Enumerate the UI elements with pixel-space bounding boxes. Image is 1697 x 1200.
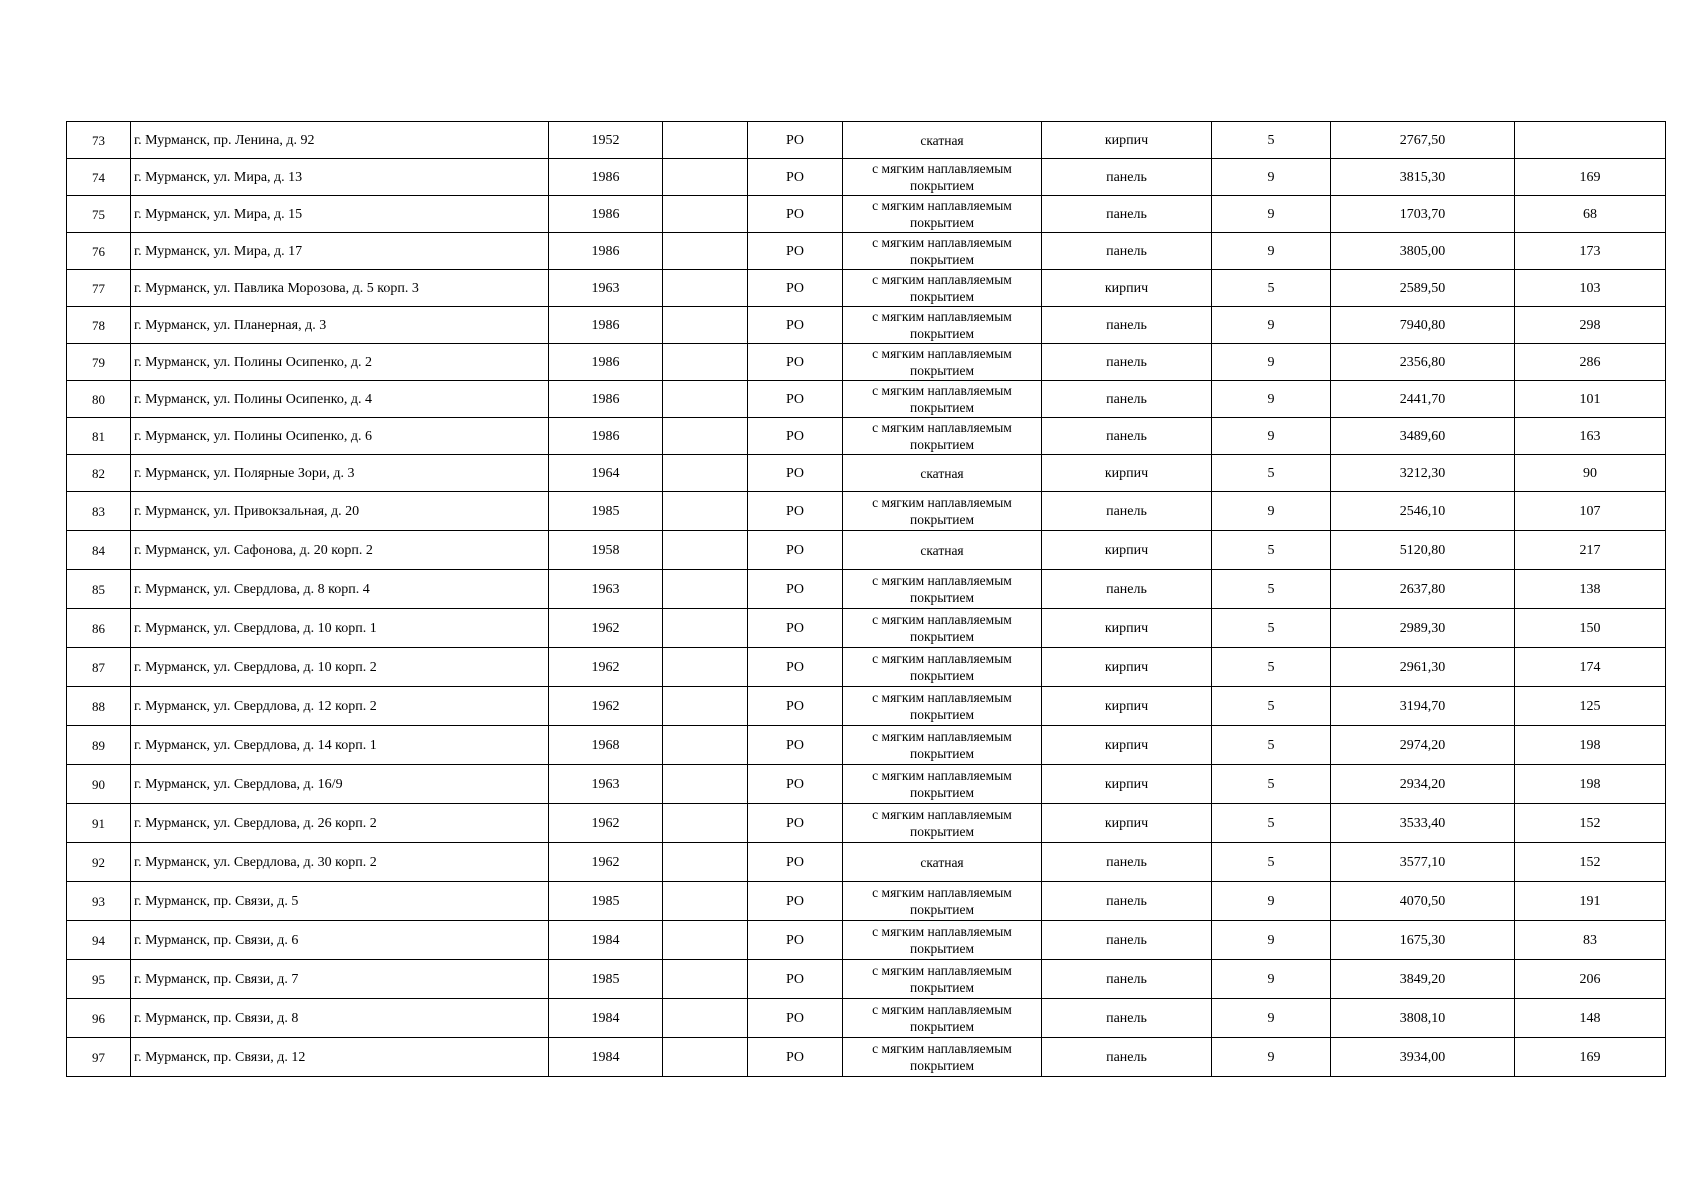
floors-cell: 5	[1212, 765, 1331, 804]
roof-type-cell: скатная	[843, 122, 1042, 159]
table-row	[67, 843, 1666, 882]
area-cell: 3194,70	[1331, 687, 1515, 726]
empty-cell	[663, 765, 748, 804]
row-number: 95	[67, 960, 131, 999]
wall-material-cell: кирпич	[1042, 609, 1212, 648]
residents-cell: 152	[1515, 804, 1666, 843]
empty-cell	[663, 1038, 748, 1077]
empty-cell	[663, 804, 748, 843]
table-row	[67, 531, 1666, 570]
address-cell: г. Мурманск, ул. Привокзальная, д. 20	[131, 492, 549, 531]
floors-cell: 9	[1212, 921, 1331, 960]
year-cell: 1984	[549, 999, 663, 1038]
table-row	[67, 455, 1666, 492]
year-cell: 1985	[549, 882, 663, 921]
floors-cell: 5	[1212, 726, 1331, 765]
year-cell: 1986	[549, 307, 663, 344]
wall-material-cell: панель	[1042, 381, 1212, 418]
floors-cell: 9	[1212, 882, 1331, 921]
residents-cell: 191	[1515, 882, 1666, 921]
floors-cell: 9	[1212, 307, 1331, 344]
empty-cell	[663, 648, 748, 687]
year-cell: 1962	[549, 843, 663, 882]
empty-cell	[663, 159, 748, 196]
roof-type-cell: с мягким наплавляемым покрытием	[843, 999, 1042, 1038]
empty-cell	[663, 531, 748, 570]
floors-cell: 5	[1212, 804, 1331, 843]
floors-cell: 9	[1212, 233, 1331, 270]
table-row	[67, 726, 1666, 765]
residents-cell: 152	[1515, 843, 1666, 882]
address-cell: г. Мурманск, ул. Свердлова, д. 16/9	[131, 765, 549, 804]
roof-type-cell: с мягким наплавляемым покрытием	[843, 196, 1042, 233]
row-number: 82	[67, 455, 131, 492]
roof-type-cell: с мягким наплавляемым покрытием	[843, 609, 1042, 648]
fund-form-cell: РО	[748, 921, 843, 960]
fund-form-cell: РО	[748, 122, 843, 159]
wall-material-cell: кирпич	[1042, 531, 1212, 570]
wall-material-cell: кирпич	[1042, 804, 1212, 843]
wall-material-cell: кирпич	[1042, 455, 1212, 492]
fund-form-cell: РО	[748, 960, 843, 999]
wall-material-cell: панель	[1042, 196, 1212, 233]
wall-material-cell: панель	[1042, 233, 1212, 270]
roof-type-cell: с мягким наплавляемым покрытием	[843, 233, 1042, 270]
row-number: 77	[67, 270, 131, 307]
roof-type-cell: скатная	[843, 455, 1042, 492]
residents-cell: 138	[1515, 570, 1666, 609]
roof-type-cell: с мягким наплавляемым покрытием	[843, 344, 1042, 381]
fund-form-cell: РО	[748, 1038, 843, 1077]
year-cell: 1984	[549, 921, 663, 960]
roof-type-cell: с мягким наплавляемым покрытием	[843, 570, 1042, 609]
address-cell: г. Мурманск, ул. Мира, д. 13	[131, 159, 549, 196]
address-cell: г. Мурманск, ул. Павлика Морозова, д. 5 корп. 3	[131, 270, 549, 307]
roof-type-cell: скатная	[843, 843, 1042, 882]
residents-cell: 169	[1515, 1038, 1666, 1077]
address-cell: г. Мурманск, ул. Свердлова, д. 10 корп. 2	[131, 648, 549, 687]
year-cell: 1984	[549, 1038, 663, 1077]
area-cell: 2974,20	[1331, 726, 1515, 765]
table-row	[67, 159, 1666, 196]
area-cell: 5120,80	[1331, 531, 1515, 570]
empty-cell	[663, 921, 748, 960]
area-cell: 3212,30	[1331, 455, 1515, 492]
fund-form-cell: РО	[748, 804, 843, 843]
table-row	[67, 492, 1666, 531]
residents-cell: 68	[1515, 196, 1666, 233]
fund-form-cell: РО	[748, 882, 843, 921]
year-cell: 1962	[549, 609, 663, 648]
fund-form-cell: РО	[748, 233, 843, 270]
year-cell: 1964	[549, 455, 663, 492]
area-cell: 3934,00	[1331, 1038, 1515, 1077]
year-cell: 1958	[549, 531, 663, 570]
row-number: 97	[67, 1038, 131, 1077]
row-number: 88	[67, 687, 131, 726]
floors-cell: 9	[1212, 381, 1331, 418]
area-cell: 3533,40	[1331, 804, 1515, 843]
empty-cell	[663, 381, 748, 418]
row-number: 87	[67, 648, 131, 687]
wall-material-cell: панель	[1042, 1038, 1212, 1077]
floors-cell: 9	[1212, 196, 1331, 233]
residents-cell: 101	[1515, 381, 1666, 418]
roof-type-cell: с мягким наплавляемым покрытием	[843, 418, 1042, 455]
table-row	[67, 765, 1666, 804]
residents-cell: 90	[1515, 455, 1666, 492]
address-cell: г. Мурманск, ул. Полины Осипенко, д. 4	[131, 381, 549, 418]
row-number: 80	[67, 381, 131, 418]
area-cell: 2637,80	[1331, 570, 1515, 609]
floors-cell: 5	[1212, 122, 1331, 159]
roof-type-cell: с мягким наплавляемым покрытием	[843, 1038, 1042, 1077]
floors-cell: 5	[1212, 648, 1331, 687]
wall-material-cell: панель	[1042, 882, 1212, 921]
housing-registry-table	[66, 121, 1666, 1077]
area-cell: 4070,50	[1331, 882, 1515, 921]
year-cell: 1952	[549, 122, 663, 159]
row-number: 73	[67, 122, 131, 159]
floors-cell: 5	[1212, 531, 1331, 570]
roof-type-cell: с мягким наплавляемым покрытием	[843, 882, 1042, 921]
wall-material-cell: кирпич	[1042, 687, 1212, 726]
fund-form-cell: РО	[748, 196, 843, 233]
year-cell: 1986	[549, 381, 663, 418]
area-cell: 3805,00	[1331, 233, 1515, 270]
residents-cell	[1515, 122, 1666, 159]
row-number: 78	[67, 307, 131, 344]
table-row	[67, 196, 1666, 233]
empty-cell	[663, 233, 748, 270]
row-number: 85	[67, 570, 131, 609]
table-row	[67, 270, 1666, 307]
year-cell: 1963	[549, 570, 663, 609]
roof-type-cell: с мягким наплавляемым покрытием	[843, 307, 1042, 344]
roof-type-cell: с мягким наплавляемым покрытием	[843, 960, 1042, 999]
fund-form-cell: РО	[748, 843, 843, 882]
fund-form-cell: РО	[748, 270, 843, 307]
row-number: 75	[67, 196, 131, 233]
year-cell: 1962	[549, 687, 663, 726]
roof-type-cell: скатная	[843, 531, 1042, 570]
residents-cell: 107	[1515, 492, 1666, 531]
table-row	[67, 804, 1666, 843]
residents-cell: 217	[1515, 531, 1666, 570]
address-cell: г. Мурманск, пр. Связи, д. 5	[131, 882, 549, 921]
row-number: 93	[67, 882, 131, 921]
address-cell: г. Мурманск, ул. Свердлова, д. 30 корп. 2	[131, 843, 549, 882]
address-cell: г. Мурманск, ул. Мира, д. 17	[131, 233, 549, 270]
table-row	[67, 307, 1666, 344]
table-row	[67, 609, 1666, 648]
wall-material-cell: панель	[1042, 570, 1212, 609]
floors-cell: 9	[1212, 492, 1331, 531]
roof-type-cell: с мягким наплавляемым покрытием	[843, 648, 1042, 687]
table-row	[67, 1038, 1666, 1077]
roof-type-cell: с мягким наплавляемым покрытием	[843, 726, 1042, 765]
fund-form-cell: РО	[748, 455, 843, 492]
year-cell: 1986	[549, 196, 663, 233]
area-cell: 1703,70	[1331, 196, 1515, 233]
roof-type-cell: с мягким наплавляемым покрытием	[843, 765, 1042, 804]
residents-cell: 150	[1515, 609, 1666, 648]
floors-cell: 5	[1212, 609, 1331, 648]
address-cell: г. Мурманск, ул. Полярные Зори, д. 3	[131, 455, 549, 492]
residents-cell: 125	[1515, 687, 1666, 726]
wall-material-cell: панель	[1042, 843, 1212, 882]
empty-cell	[663, 492, 748, 531]
table-row	[67, 122, 1666, 159]
area-cell: 2961,30	[1331, 648, 1515, 687]
fund-form-cell: РО	[748, 648, 843, 687]
fund-form-cell: РО	[748, 687, 843, 726]
area-cell: 2441,70	[1331, 381, 1515, 418]
area-cell: 3849,20	[1331, 960, 1515, 999]
year-cell: 1986	[549, 233, 663, 270]
residents-cell: 174	[1515, 648, 1666, 687]
empty-cell	[663, 122, 748, 159]
residents-cell: 286	[1515, 344, 1666, 381]
address-cell: г. Мурманск, ул. Свердлова, д. 12 корп. 2	[131, 687, 549, 726]
row-number: 96	[67, 999, 131, 1038]
residents-cell: 83	[1515, 921, 1666, 960]
row-number: 91	[67, 804, 131, 843]
area-cell: 2589,50	[1331, 270, 1515, 307]
wall-material-cell: кирпич	[1042, 726, 1212, 765]
area-cell: 7940,80	[1331, 307, 1515, 344]
floors-cell: 5	[1212, 843, 1331, 882]
table-row	[67, 960, 1666, 999]
table-row	[67, 233, 1666, 270]
residents-cell: 103	[1515, 270, 1666, 307]
fund-form-cell: РО	[748, 570, 843, 609]
address-cell: г. Мурманск, ул. Планерная, д. 3	[131, 307, 549, 344]
area-cell: 2767,50	[1331, 122, 1515, 159]
empty-cell	[663, 570, 748, 609]
fund-form-cell: РО	[748, 344, 843, 381]
empty-cell	[663, 726, 748, 765]
wall-material-cell: кирпич	[1042, 648, 1212, 687]
roof-type-cell: с мягким наплавляемым покрытием	[843, 687, 1042, 726]
year-cell: 1985	[549, 492, 663, 531]
address-cell: г. Мурманск, ул. Свердлова, д. 10 корп. 1	[131, 609, 549, 648]
area-cell: 3815,30	[1331, 159, 1515, 196]
fund-form-cell: РО	[748, 609, 843, 648]
fund-form-cell: РО	[748, 999, 843, 1038]
fund-form-cell: РО	[748, 765, 843, 804]
wall-material-cell: панель	[1042, 159, 1212, 196]
area-cell: 1675,30	[1331, 921, 1515, 960]
table-row	[67, 570, 1666, 609]
fund-form-cell: РО	[748, 492, 843, 531]
wall-material-cell: панель	[1042, 418, 1212, 455]
row-number: 84	[67, 531, 131, 570]
area-cell: 2546,10	[1331, 492, 1515, 531]
wall-material-cell: панель	[1042, 999, 1212, 1038]
row-number: 89	[67, 726, 131, 765]
empty-cell	[663, 307, 748, 344]
year-cell: 1986	[549, 418, 663, 455]
year-cell: 1962	[549, 804, 663, 843]
year-cell: 1986	[549, 159, 663, 196]
address-cell: г. Мурманск, ул. Свердлова, д. 8 корп. 4	[131, 570, 549, 609]
address-cell: г. Мурманск, пр. Связи, д. 8	[131, 999, 549, 1038]
floors-cell: 5	[1212, 570, 1331, 609]
wall-material-cell: панель	[1042, 960, 1212, 999]
address-cell: г. Мурманск, ул. Свердлова, д. 26 корп. 2	[131, 804, 549, 843]
fund-form-cell: РО	[748, 159, 843, 196]
area-cell: 2989,30	[1331, 609, 1515, 648]
row-number: 94	[67, 921, 131, 960]
empty-cell	[663, 270, 748, 307]
address-cell: г. Мурманск, пр. Связи, д. 6	[131, 921, 549, 960]
fund-form-cell: РО	[748, 381, 843, 418]
address-cell: г. Мурманск, ул. Сафонова, д. 20 корп. 2	[131, 531, 549, 570]
address-cell: г. Мурманск, ул. Мира, д. 15	[131, 196, 549, 233]
empty-cell	[663, 196, 748, 233]
residents-cell: 298	[1515, 307, 1666, 344]
empty-cell	[663, 960, 748, 999]
floors-cell: 9	[1212, 344, 1331, 381]
area-cell: 3489,60	[1331, 418, 1515, 455]
empty-cell	[663, 455, 748, 492]
wall-material-cell: кирпич	[1042, 765, 1212, 804]
residents-cell: 169	[1515, 159, 1666, 196]
address-cell: г. Мурманск, ул. Полины Осипенко, д. 2	[131, 344, 549, 381]
roof-type-cell: с мягким наплавляемым покрытием	[843, 492, 1042, 531]
table-row	[67, 418, 1666, 455]
residents-cell: 148	[1515, 999, 1666, 1038]
table-row	[67, 882, 1666, 921]
residents-cell: 173	[1515, 233, 1666, 270]
floors-cell: 9	[1212, 159, 1331, 196]
empty-cell	[663, 344, 748, 381]
wall-material-cell: панель	[1042, 921, 1212, 960]
table-row	[67, 999, 1666, 1038]
fund-form-cell: РО	[748, 531, 843, 570]
year-cell: 1963	[549, 270, 663, 307]
address-cell: г. Мурманск, пр. Ленина, д. 92	[131, 122, 549, 159]
roof-type-cell: с мягким наплавляемым покрытием	[843, 381, 1042, 418]
area-cell: 2934,20	[1331, 765, 1515, 804]
fund-form-cell: РО	[748, 418, 843, 455]
area-cell: 2356,80	[1331, 344, 1515, 381]
address-cell: г. Мурманск, ул. Полины Осипенко, д. 6	[131, 418, 549, 455]
table-row	[67, 921, 1666, 960]
year-cell: 1985	[549, 960, 663, 999]
table-row	[67, 687, 1666, 726]
row-number: 92	[67, 843, 131, 882]
empty-cell	[663, 999, 748, 1038]
floors-cell: 9	[1212, 999, 1331, 1038]
table-row	[67, 344, 1666, 381]
residents-cell: 198	[1515, 726, 1666, 765]
floors-cell: 9	[1212, 418, 1331, 455]
wall-material-cell: кирпич	[1042, 270, 1212, 307]
residents-cell: 206	[1515, 960, 1666, 999]
roof-type-cell: с мягким наплавляемым покрытием	[843, 159, 1042, 196]
registry-body	[67, 122, 1666, 1077]
floors-cell: 5	[1212, 270, 1331, 307]
roof-type-cell: с мягким наплавляемым покрытием	[843, 804, 1042, 843]
table-row	[67, 381, 1666, 418]
year-cell: 1962	[549, 648, 663, 687]
address-cell: г. Мурманск, ул. Свердлова, д. 14 корп. 1	[131, 726, 549, 765]
year-cell: 1968	[549, 726, 663, 765]
wall-material-cell: кирпич	[1042, 122, 1212, 159]
row-number: 76	[67, 233, 131, 270]
roof-type-cell: с мягким наплавляемым покрытием	[843, 921, 1042, 960]
row-number: 74	[67, 159, 131, 196]
address-cell: г. Мурманск, пр. Связи, д. 7	[131, 960, 549, 999]
address-cell: г. Мурманск, пр. Связи, д. 12	[131, 1038, 549, 1077]
floors-cell: 5	[1212, 455, 1331, 492]
empty-cell	[663, 882, 748, 921]
wall-material-cell: панель	[1042, 307, 1212, 344]
fund-form-cell: РО	[748, 307, 843, 344]
floors-cell: 5	[1212, 687, 1331, 726]
row-number: 81	[67, 418, 131, 455]
row-number: 79	[67, 344, 131, 381]
wall-material-cell: панель	[1042, 492, 1212, 531]
empty-cell	[663, 418, 748, 455]
residents-cell: 163	[1515, 418, 1666, 455]
fund-form-cell: РО	[748, 726, 843, 765]
roof-type-cell: с мягким наплавляемым покрытием	[843, 270, 1042, 307]
empty-cell	[663, 609, 748, 648]
row-number: 86	[67, 609, 131, 648]
wall-material-cell: панель	[1042, 344, 1212, 381]
year-cell: 1963	[549, 765, 663, 804]
year-cell: 1986	[549, 344, 663, 381]
area-cell: 3577,10	[1331, 843, 1515, 882]
floors-cell: 9	[1212, 1038, 1331, 1077]
residents-cell: 198	[1515, 765, 1666, 804]
empty-cell	[663, 843, 748, 882]
area-cell: 3808,10	[1331, 999, 1515, 1038]
empty-cell	[663, 687, 748, 726]
table-row	[67, 648, 1666, 687]
floors-cell: 9	[1212, 960, 1331, 999]
row-number: 90	[67, 765, 131, 804]
row-number: 83	[67, 492, 131, 531]
